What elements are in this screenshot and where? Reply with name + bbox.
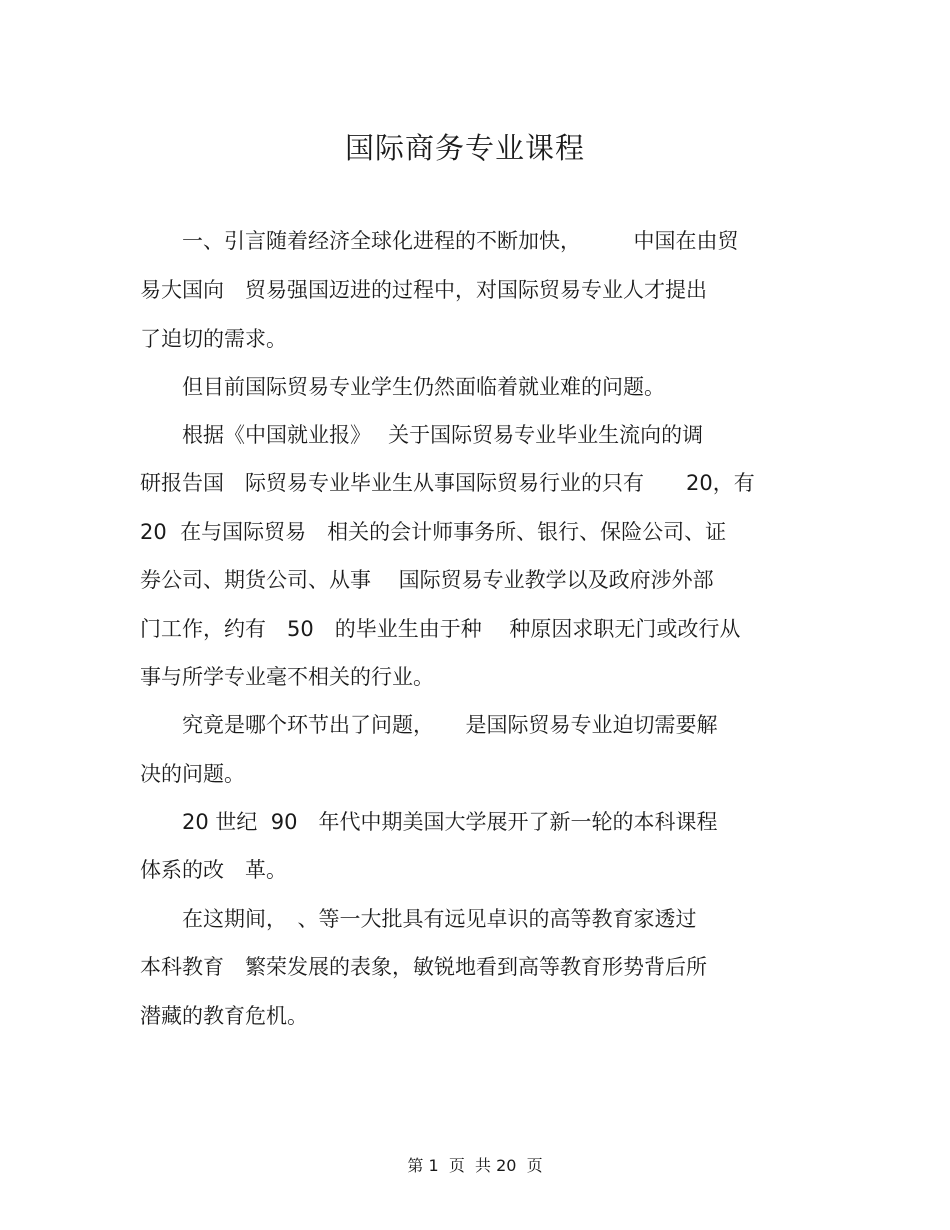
page-footer: 第 1 页 共 20 页 — [407, 1156, 543, 1175]
text-line: 了迫切的需求。 — [140, 327, 287, 351]
text-line: 本科教育 繁荣发展的表象，敏锐地看到高等教育形势背后所 — [140, 955, 707, 979]
text-line: 在这期间， 、等一大批具有远见卓识的高等教育家透过 — [140, 907, 697, 931]
text-line: 研报告国 际贸易专业毕业生从事国际贸易行业的只有 20，有 — [140, 471, 755, 495]
text-line: 根据《中国就业报》 关于国际贸易专业毕业生流向的调 — [140, 423, 704, 447]
text-line: 决的问题。 — [140, 762, 245, 786]
text-line: 体系的改 革。 — [140, 858, 287, 882]
text-line: 事与所学专业毫不相关的行业。 — [140, 665, 434, 689]
text-line: 门工作，约有 50 的毕业生由于种 种原因求职无门或改行从 — [140, 617, 741, 641]
page-title: 国际商务专业课程 — [344, 131, 585, 165]
text-line: 易大国向 贸易强国迈进的过程中，对国际贸易专业人才提出 — [140, 278, 707, 302]
text-line: 20 世纪 90 年代中期美国大学展开了新一轮的本科课程 — [140, 810, 718, 834]
text-line: 20 在与国际贸易 相关的会计师事务所、银行、保险公司、证 — [140, 520, 727, 544]
text-line: 究竟是哪个环节出了问题， 是国际贸易专业迫切需要解 — [140, 713, 718, 737]
text-line: 一、引言随着经济全球化进程的不断加快， 中国在由贸 — [140, 229, 739, 253]
text-line: 潜藏的教育危机。 — [140, 1004, 308, 1028]
text-line: 但目前国际贸易专业学生仍然面临着就业难的问题。 — [140, 375, 665, 399]
text-line: 券公司、期货公司、从事 国际贸易专业教学以及政府涉外部 — [140, 568, 714, 592]
